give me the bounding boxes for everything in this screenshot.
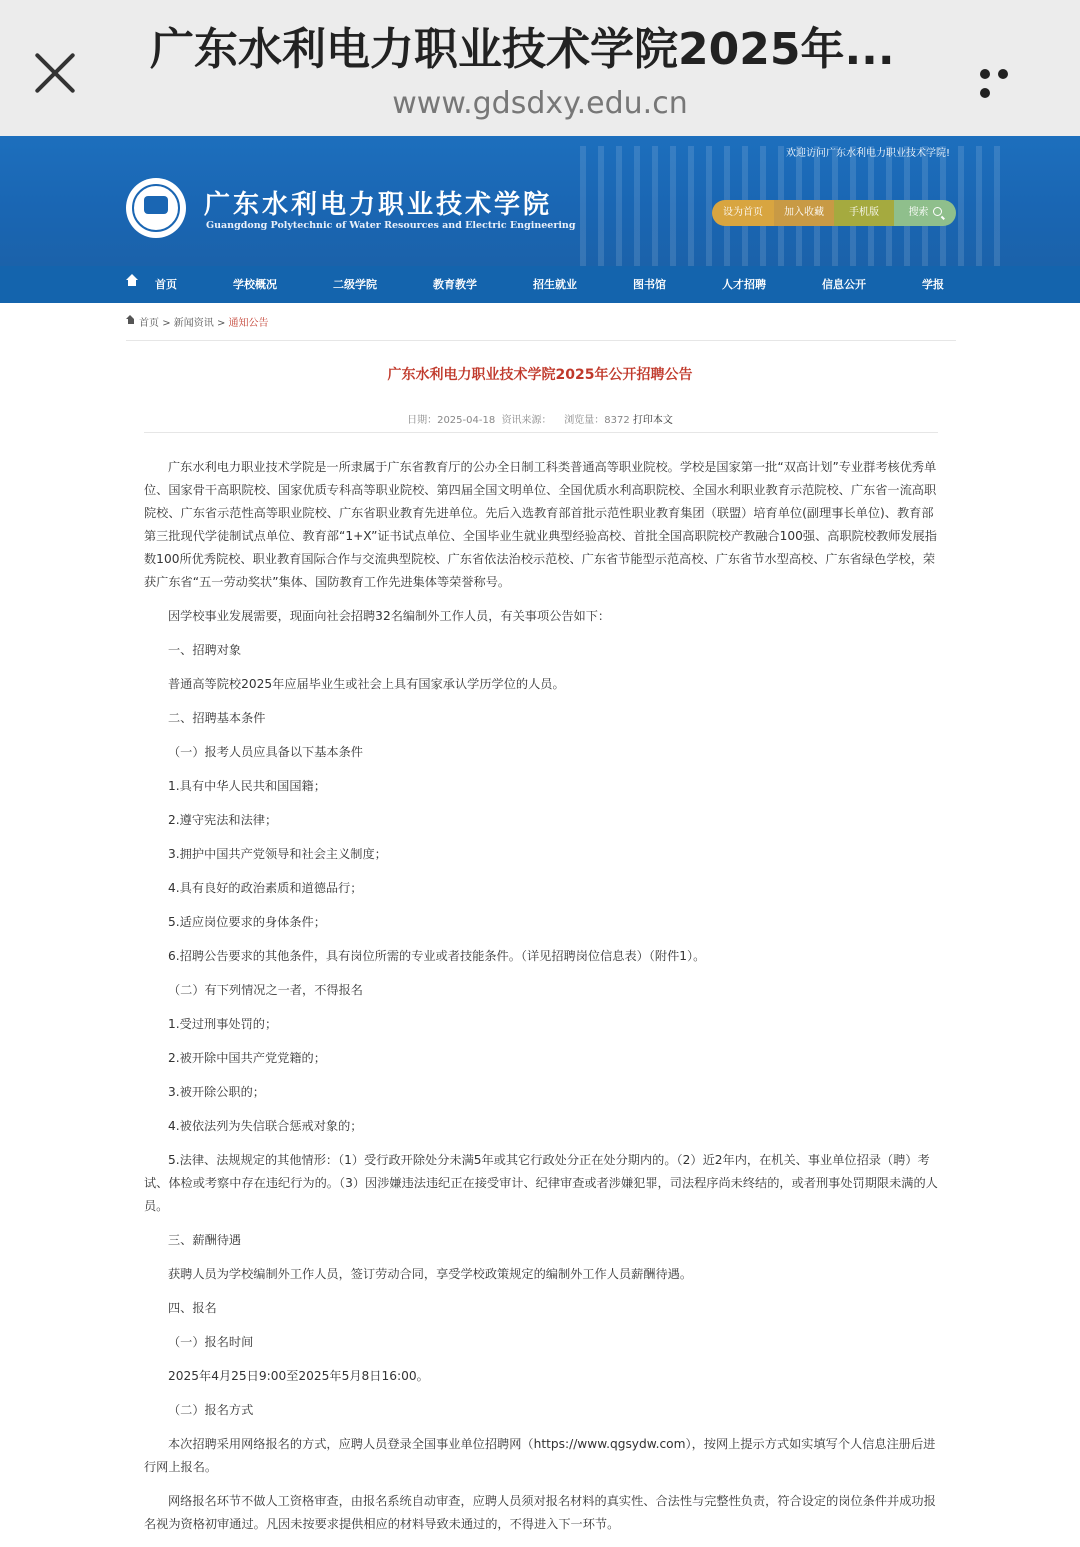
more-options-icon[interactable] [980,64,1032,78]
header-tools [712,200,956,226]
print-button[interactable]: 打印本文 [632,415,673,426]
list-item: 4.具有良好的政治素质和道德品行； [168,881,363,895]
list-item: 4.被依法列为失信联合惩戒对象的； [168,1119,363,1133]
breadcrumb-sep: > [162,318,171,329]
paragraph: 获聘人员为学校编制外工作人员，签订劳动合同，享受学校政策规定的编制外工作人员薪酬待遇。 [168,1267,693,1281]
section-heading: 三、薪酬待遇 [168,1233,242,1247]
college-name-en: Guangdong Polytechnic of Water Resources and Electric Engineering [206,220,576,231]
nav-about[interactable]: 学校概况 [233,278,277,291]
article-body [144,456,938,1547]
search-label: 搜索 [908,207,929,218]
list-item: 1.受过刑事处罚的； [168,1017,278,1031]
paragraph: 本次招聘采用网络报名的方式，应聘人员登录全国事业单位招聘网（https://www.qgsydw.com），按网上提示方式如实填写个人信息注册后进行网上报名。 [144,1437,936,1474]
list-item: 3.被开除公职的； [168,1085,265,1099]
date-label: 日期： [407,415,438,426]
nav-info-public[interactable]: 信息公开 [822,278,866,291]
subsection-heading: （二）报名方式 [168,1403,254,1417]
paragraph: 普通高等院校2025年应届毕业生或社会上具有国家承认学历学位的人员。 [168,677,565,691]
article-meta [0,411,1080,426]
divider [126,340,956,341]
college-name-cn[interactable]: 广东水利电力职业技术学院 [204,190,553,220]
welcome-text: 欢迎访问广东水利电力职业技术学院! [785,148,950,159]
site-banner [0,136,1080,266]
nav-recruitment[interactable]: 人才招聘 [722,278,766,291]
section-heading: 二、招聘基本条件 [168,711,266,725]
breadcrumb-current[interactable]: 通知公告 [228,318,269,329]
nav-library[interactable]: 图书馆 [633,278,666,291]
nav-schools[interactable]: 二级学院 [333,278,377,291]
mobile-version-button[interactable]: 手机版 [834,200,894,226]
list-item: 6.招聘公告要求的其他条件，具有岗位所需的专业或者技能条件。（详见招聘岗位信息表）（附件1）。 [168,949,706,963]
nav-education[interactable]: 教育教学 [433,278,477,291]
subsection-heading: （一）报名时间 [168,1335,254,1349]
main-nav [0,266,1080,303]
search-button[interactable] [894,200,956,226]
list-item: 2.被开除中国共产党党籍的； [168,1051,326,1065]
list-item: 2.遵守宪法和法律； [168,813,278,827]
article-date: 2025-04-18 [437,415,496,426]
source-label: 资讯来源： [501,415,552,426]
breadcrumb-home[interactable]: 首页 [139,318,159,329]
view-count: 8372 [604,415,630,426]
browser-page-title: 广东水利电力职业技术学院2025年... [150,24,895,75]
add-favorite-button[interactable]: 加入收藏 [774,200,834,226]
paragraph: 因学校事业发展需要，现面向社会招聘32名编制外工作人员，有关事项公告如下： [168,609,611,623]
browser-top-bar [0,0,1080,136]
paragraph: 2025年4月25日9:00至2025年5月8日16:00。 [168,1369,429,1383]
home-icon[interactable] [126,279,138,289]
set-homepage-button[interactable]: 设为首页 [712,200,774,226]
paragraph: 网络报名环节不做人工资格审查，由报名系统自动审查，应聘人员须对报名材料的真实性、合法性与完整性负责，符合设定的岗位条件并成功报名视为资格初审通过。凡因未按要求提供相应的材料导致未通过的，不得进入下一环节。 [144,1494,936,1531]
section-heading: 一、招聘对象 [168,643,242,657]
search-icon [933,207,942,216]
divider [144,432,938,433]
breadcrumb-sep: > [216,318,226,329]
breadcrumb-section[interactable]: 新闻资讯 [173,318,214,329]
views-label: 浏览量： [564,415,605,426]
nav-home[interactable]: 首页 [155,278,177,291]
nav-journal[interactable]: 学报 [922,278,944,291]
nav-admission[interactable]: 招生就业 [533,278,577,291]
article-title: 广东水利电力职业技术学院2025年公开招聘公告 [387,367,693,383]
section-heading: 四、报名 [168,1301,217,1315]
browser-url: www.gdsdxy.edu.cn [392,86,688,121]
subsection-heading: （一）报考人员应具备以下基本条件 [168,745,363,759]
breadcrumb-home-icon [126,318,135,326]
college-seal-logo[interactable] [126,178,186,238]
list-item: 1.具有中华人民共和国国籍； [168,779,326,793]
list-item: 5.法律、法规规定的其他情形：（1）受行政开除处分未满5年或其它行政处分正在处分期内的。（2）近2年内，在机关、事业单位招录（聘）考试、体检或考察中存在违纪行为的。（3）因涉嫌违法违纪正在接受审计、纪律审查或者涉嫌犯罪，司法程序尚未终结的，或者刑事处罚期限未满的人员。 [144,1153,938,1213]
paragraph: 广东水利电力职业技术学院是一所隶属于广东省教育厅的公办全日制工科类普通高等职业院校。学校是国家第一批“双高计划”专业群考核优秀单位、国家骨干高职院校、国家优质专科高等职业院校、第四届全国文明单位、全国优质水利高职院校、全国水利职业教育示范院校、广东省一流高职院校、广东省示范性高等职业院校、广东省职业教育先进单位。先后入选教育部首批示范性职业教育集团（联盟）培育单位(副理事长单位)、教育部第三批现代学徒制试点单位、教育部“1+X”证书试点单位、全国毕业生就业典型经验高校、首批全国高职院校产教融合100强、高职院校教师发展指数100所优秀院校、职业教育国际合作与交流典型院校、广东省依法治校示范校、广东省节能型示范高校、广东省节水型高校、广东省绿色学校，荣获广东省“五一劳动奖状”集体、国防教育工作先进集体等荣誉称号。 [144,460,937,589]
breadcrumb [126,314,269,329]
subsection-heading: （二）有下列情况之一者，不得报名 [168,983,363,997]
list-item: 3.拥护中国共产党领导和社会主义制度； [168,847,387,861]
list-item: 5.适应岗位要求的身体条件； [168,915,326,929]
